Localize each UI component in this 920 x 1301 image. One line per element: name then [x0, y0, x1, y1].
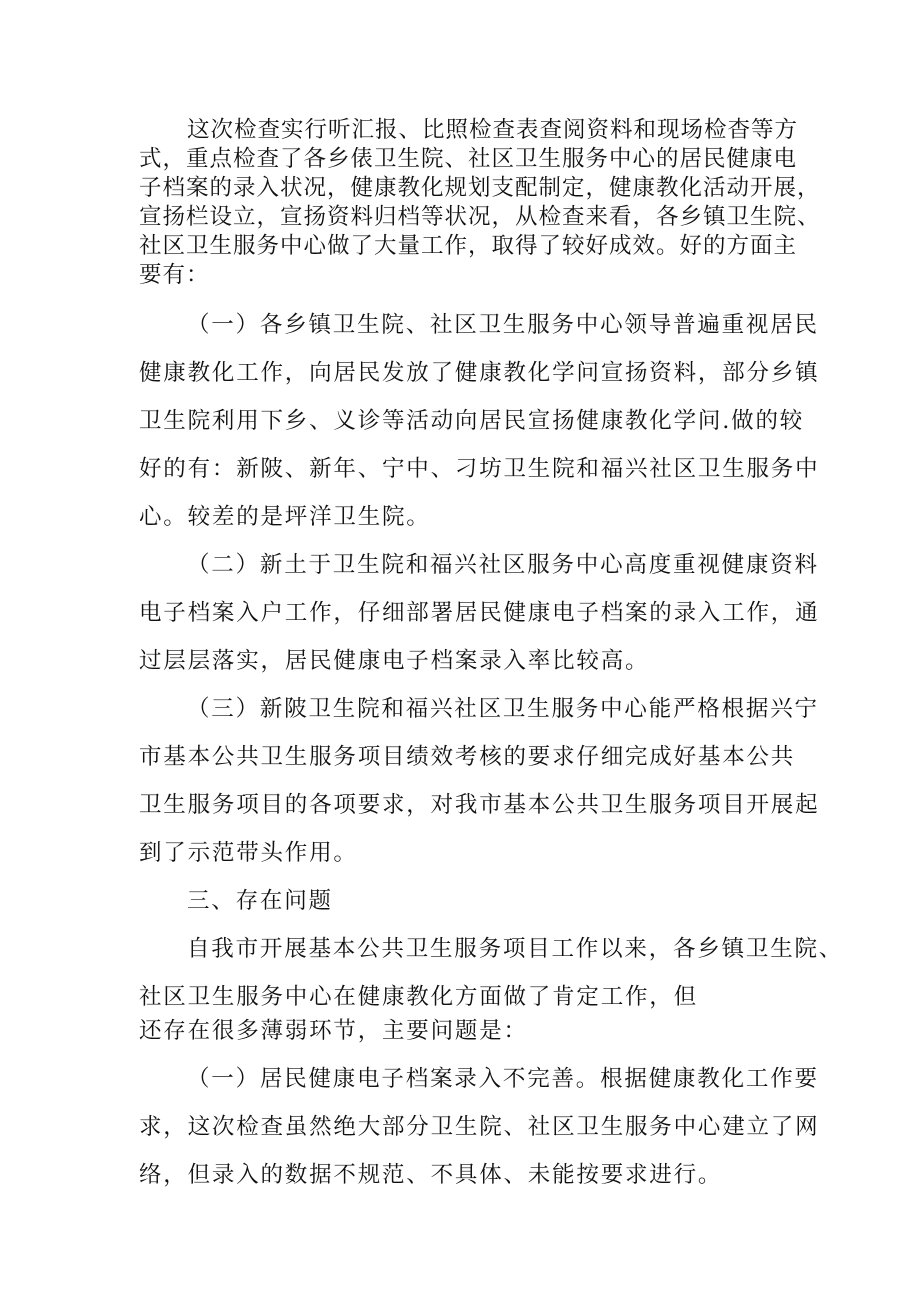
- text-line: 络，但录入的数据不规范、不具体、未能按要求进行。: [139, 1162, 723, 1188]
- text-line: 心。较差的是坪洋卫生院。: [139, 504, 431, 530]
- text-line: 到了示范带头作用。: [139, 840, 358, 866]
- text-line: （一）各乡镇卫生院、社区卫生服务中心领导普遍重视居民: [187, 312, 819, 338]
- text-line: （二）新土于卫生院和福兴社区服务中心高度重视健康资料: [187, 552, 819, 578]
- text-line: 这次检查实行听汇报、比照检查表查阅资料和现场检杳等方: [187, 117, 799, 143]
- text-line: 卫生服务项目的各项要求，对我市基本公共卫生服务项目开展起: [139, 792, 820, 818]
- text-line: 社区卫生服务中心做了大量工作，取得了较好成效。好的方面主: [139, 233, 798, 259]
- text-line: 好的有：新陂、新年、宁中、刁坊卫生院和福兴社区卫生服务中: [139, 456, 820, 482]
- text-line: 宣扬栏设立，宣扬资料归档等状况，从检查来看，各乡镇卫生院、: [139, 204, 821, 230]
- text-line: 电子档案入户工作，仔细部署居民健康电子档案的录入工作，通: [139, 600, 820, 626]
- text-line: 市基本公共卫生服务项目绩效考核的要求仔细完成好基本公共: [139, 744, 796, 770]
- text-line: （一）居民健康电子档案录入不完善。根据健康教化工作要: [187, 1066, 819, 1092]
- text-line: 过层层落实，居民健康电子档案录入率比较高。: [139, 648, 650, 674]
- text-line: 求，这次检查虽然绝大部分卫生院、社区卫生服务中心建立了网: [139, 1114, 820, 1140]
- text-line: 要有：: [139, 262, 210, 288]
- text-line: 式，重点检查了各乡俵卫生院、社区卫生服务中心的居民健康电: [139, 146, 798, 172]
- text-line: （三）新陂卫生院和福兴社区卫生服务中心能严格根据兴宁: [187, 696, 819, 722]
- text-line: 自我市开展基本公共卫生服务项目工作以来，各乡镇卫生院、: [187, 936, 844, 962]
- section-3-title: 三、存在问题: [187, 888, 333, 914]
- text-line: 健康教化工作，向居民发放了健康教化学问宣扬资料，部分乡镇: [139, 360, 820, 386]
- text-line: 还存在很多薄弱环节，主要问题是：: [139, 1018, 528, 1044]
- text-line: 卫生院利用下乡、义诊等活动向居民宣扬健康教化学问.做的较: [139, 408, 805, 434]
- text-line: 社区卫生服务中心在健康教化方面做了肯定工作，但: [139, 984, 698, 1010]
- text-line: 子档案的录入状况，健康教化规划支配制定，健康教化活动开展，: [139, 175, 821, 201]
